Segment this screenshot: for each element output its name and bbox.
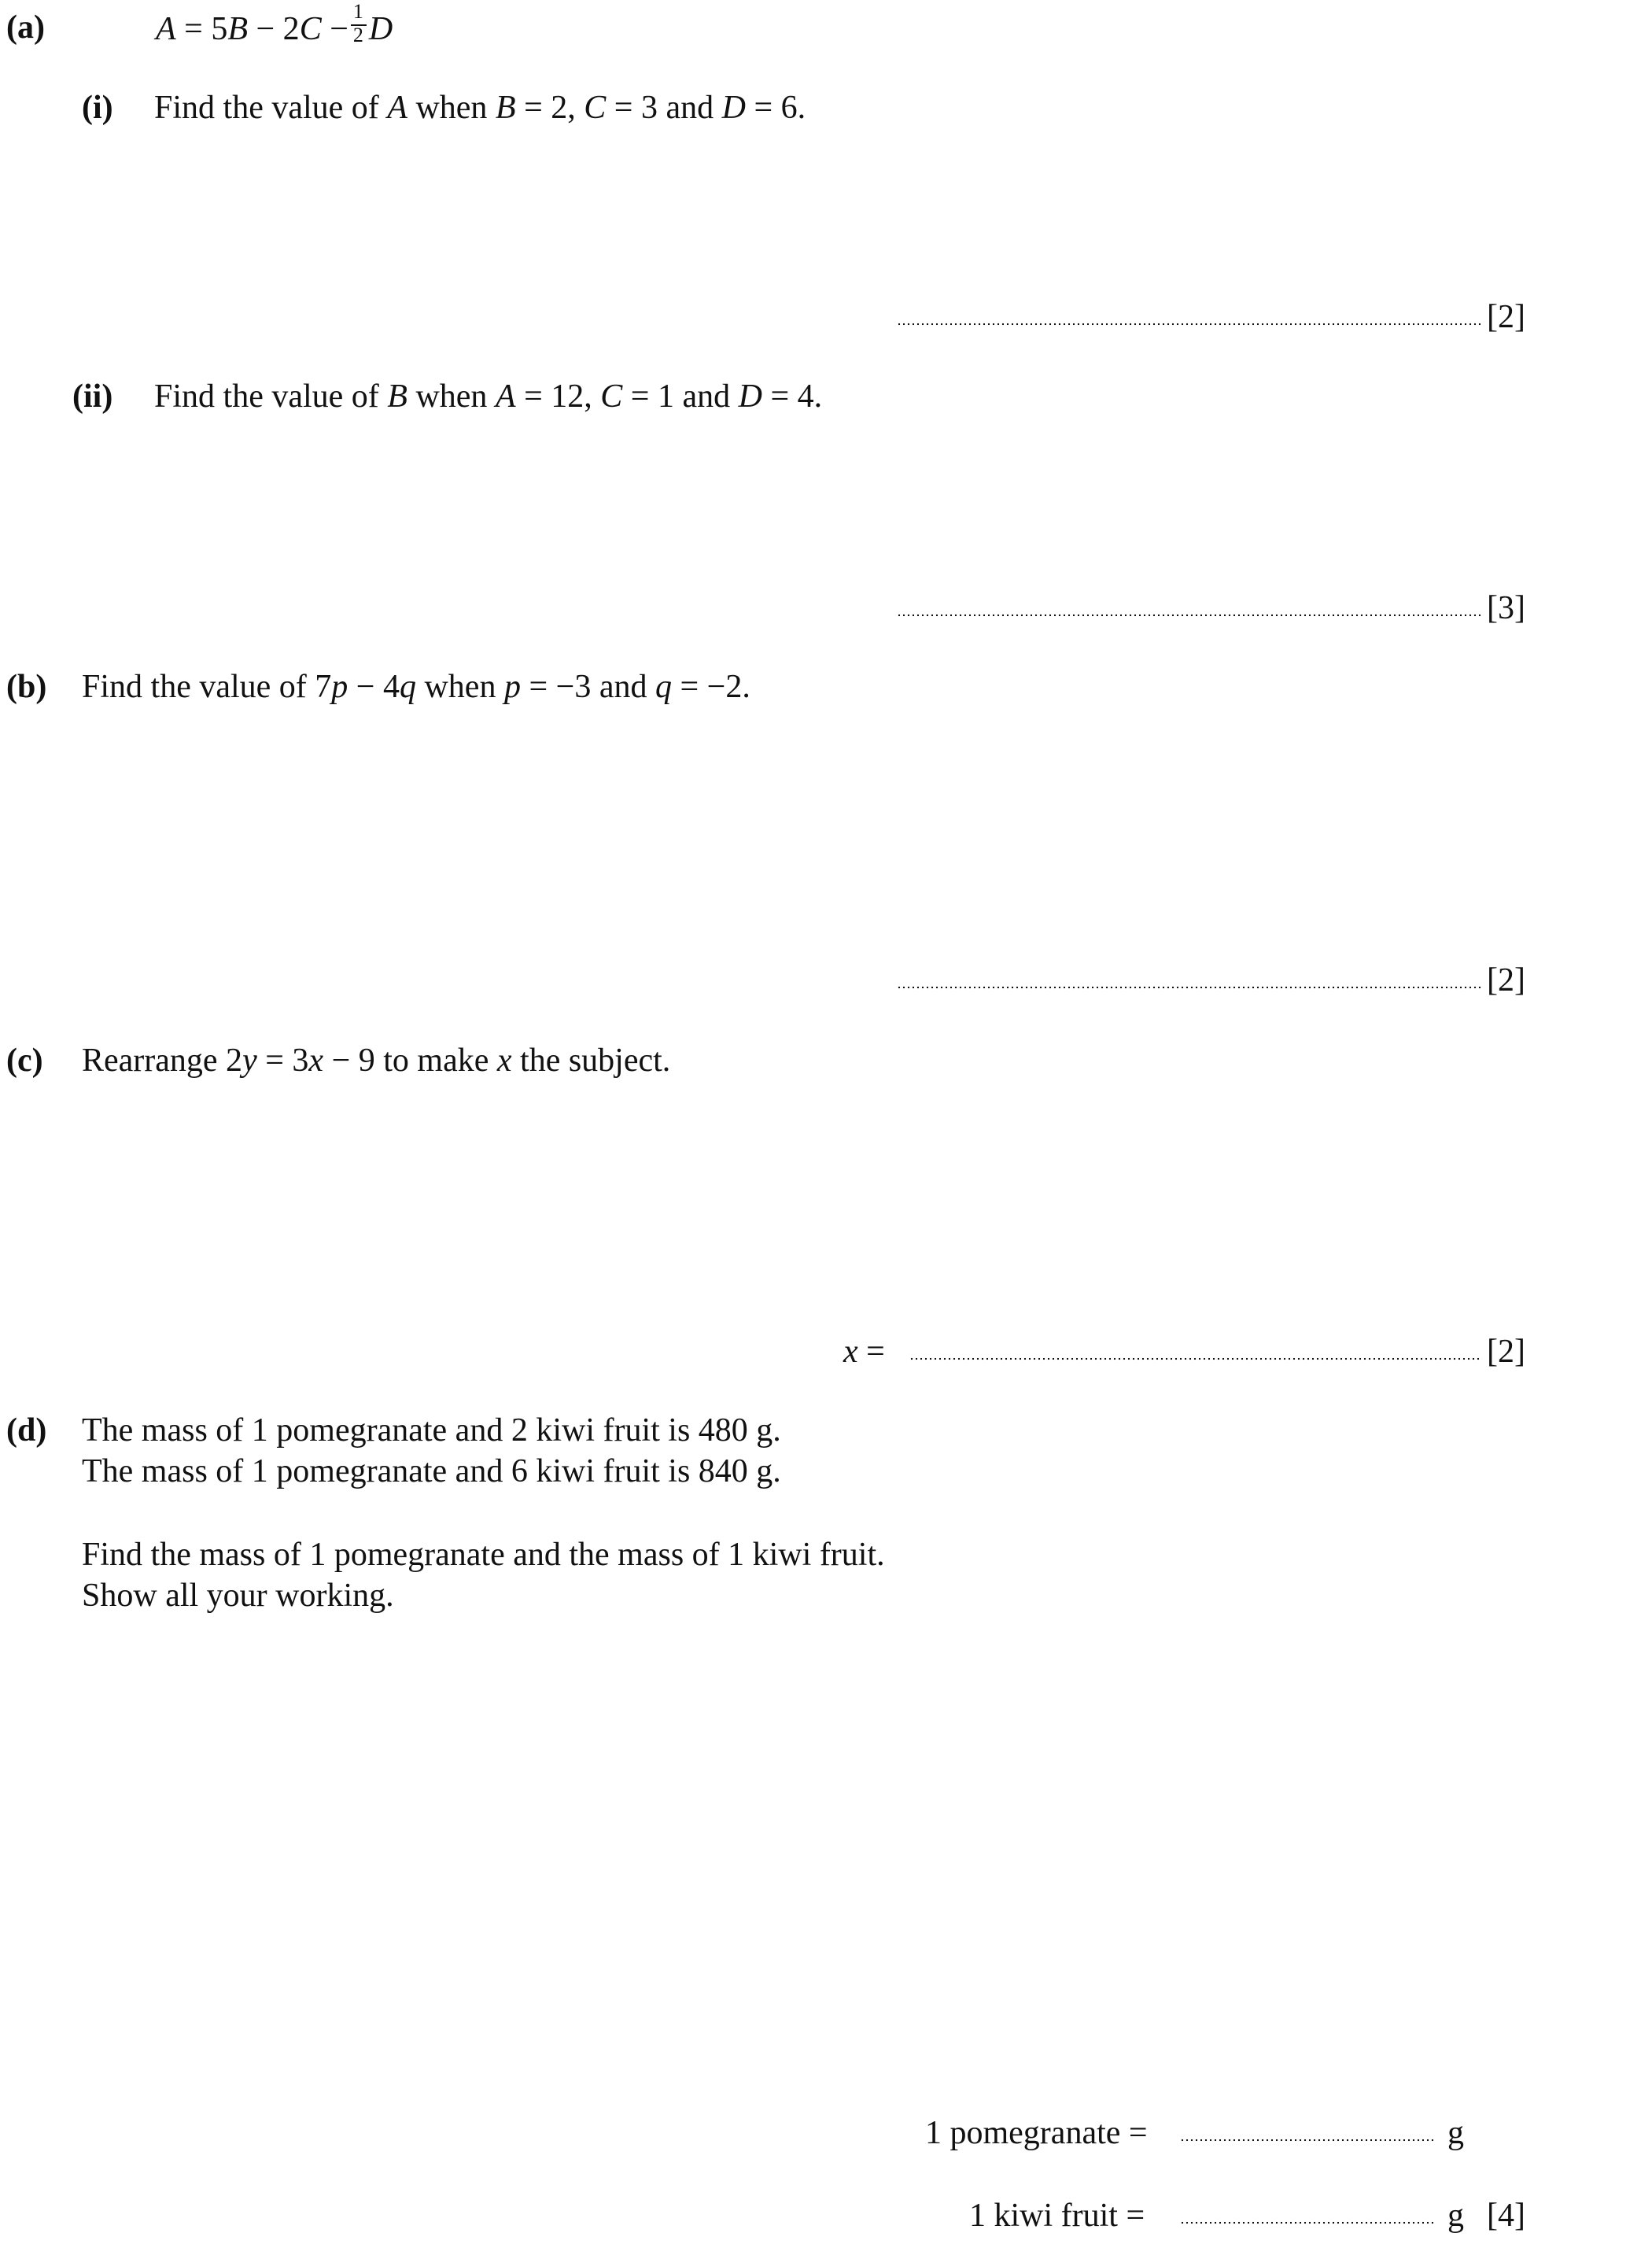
q-text: = −2.	[671, 669, 750, 705]
answer-c-prefix	[843, 1335, 885, 1368]
q-text: when	[407, 90, 496, 126]
answer-line-kiwi[interactable]	[1180, 2221, 1433, 2224]
answer-line-pomegranate[interactable]	[1180, 2139, 1433, 2142]
q-text: Find the value of	[154, 378, 388, 415]
answer-line-a-ii[interactable]	[897, 614, 1482, 617]
sub-ii-label: (ii)	[72, 378, 113, 415]
q-text: = −3 and	[520, 669, 655, 705]
answer-kiwi-unit: g	[1447, 2198, 1464, 2234]
q-text: Find the value of 7	[82, 669, 332, 705]
part-d-line4: Show all your working.	[82, 1578, 394, 1614]
sub-i-question	[154, 91, 806, 124]
q-text: the subject.	[511, 1043, 671, 1079]
part-d-line1: The mass of 1 pomegranate and 2 kiwi fruit is 480 g.	[82, 1412, 781, 1449]
fraction-half	[350, 0, 367, 46]
sub-ii-question	[154, 380, 822, 413]
q-text: = 3 and	[606, 90, 722, 126]
q-text: = 2,	[515, 90, 584, 126]
part-d-line3: Find the mass of 1 pomegranate and the mass of 1 kiwi fruit.	[82, 1537, 885, 1573]
part-b-question	[82, 670, 750, 703]
answer-line-b[interactable]	[897, 986, 1482, 989]
q-text: when	[407, 378, 496, 415]
part-c-label: (c)	[6, 1043, 43, 1079]
part-d-label: (d)	[6, 1412, 47, 1449]
sub-i-label: (i)	[82, 90, 113, 126]
q-text: when	[415, 669, 504, 705]
q-text: = 12,	[515, 378, 601, 415]
q-var: y	[242, 1043, 257, 1079]
q-text: = 1 and	[622, 378, 739, 415]
formula-minus2: −	[321, 11, 348, 47]
fraction-denominator: 2	[352, 24, 363, 46]
answer-line-c[interactable]	[909, 1357, 1482, 1360]
q-var: x	[496, 1043, 512, 1079]
answer-kiwi-label: 1 kiwi fruit =	[969, 2198, 1145, 2234]
formula-eq: = 5	[175, 11, 228, 47]
formula-minus: − 2	[248, 11, 300, 47]
q-text: = 4.	[761, 378, 823, 415]
q-text: Find the value of	[154, 90, 388, 126]
formula-lhs: A	[156, 11, 176, 47]
part-a-label: (a)	[6, 9, 45, 46]
part-c-question	[82, 1044, 670, 1077]
q-var: D	[738, 378, 762, 415]
q-var: p	[331, 669, 348, 705]
marks-c: [2]	[1487, 1334, 1525, 1370]
q-text: = 6.	[745, 90, 806, 126]
marks-a-i: [2]	[1487, 299, 1525, 335]
part-b-label: (b)	[6, 669, 47, 705]
formula-b: B	[227, 11, 248, 47]
q-var: q	[399, 669, 416, 705]
marks-a-ii: [3]	[1487, 590, 1525, 626]
answer-pomegranate-unit: g	[1447, 2115, 1464, 2151]
answer-pomegranate-label: 1 pomegranate =	[925, 2115, 1148, 2151]
answer-line-a-i[interactable]	[897, 323, 1482, 326]
q-var: p	[503, 669, 521, 705]
part-d-line2: The mass of 1 pomegranate and 6 kiwi fruit is 840 g.	[82, 1453, 781, 1489]
answer-eq: =	[857, 1334, 885, 1370]
q-var: C	[600, 378, 623, 415]
q-text: − 4	[348, 669, 400, 705]
q-var: A	[495, 378, 516, 415]
fraction-numerator: 1	[352, 0, 363, 23]
marks-b: [2]	[1487, 962, 1525, 998]
q-var: A	[387, 90, 407, 126]
q-var: C	[584, 90, 607, 126]
formula	[156, 0, 393, 47]
q-var: D	[721, 90, 746, 126]
marks-d: [4]	[1487, 2198, 1525, 2234]
formula-c: C	[299, 11, 322, 47]
q-var: B	[495, 90, 516, 126]
q-text: Rearrange 2	[82, 1043, 243, 1079]
q-text: = 3	[256, 1043, 309, 1079]
q-text: − 9 to make	[323, 1043, 497, 1079]
formula-d: D	[368, 11, 393, 47]
answer-var: x	[843, 1334, 858, 1370]
q-var: B	[387, 378, 407, 415]
q-var: q	[655, 669, 672, 705]
q-var: x	[308, 1043, 324, 1079]
